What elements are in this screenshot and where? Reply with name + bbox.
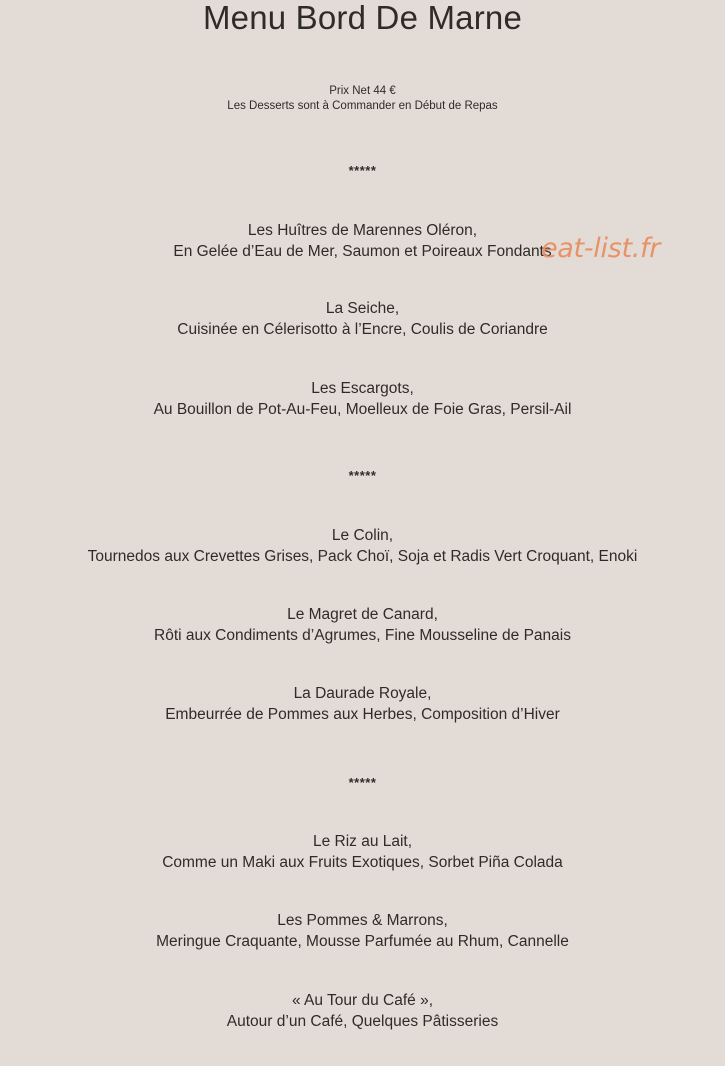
dish-item [0, 910, 725, 952]
dish-name: Les Escargots, [311, 380, 414, 397]
dish-description: Cuisinée en Célerisotto à l’Encre, Coulis de Coriandre [177, 321, 548, 338]
dish-name: Le Colin, [331, 527, 394, 544]
dish-description: Rôti aux Condiments d’Agrumes, Fine Mousseline de Panais [154, 627, 571, 644]
watermark-logo: eat-list.fr [541, 233, 661, 264]
dish-item [0, 604, 725, 646]
dish-item [0, 683, 725, 725]
separator: ***** [348, 163, 377, 178]
dish-name: « Au Tour du Café », [291, 992, 434, 1009]
dish-description: En Gelée d’Eau de Mer, Saumon et Poireaux Fondants [173, 243, 552, 260]
dish-name: Le Riz au Lait, [312, 833, 413, 850]
dish-description: Embeurrée de Pommes aux Herbes, Composition d’Hiver [165, 706, 560, 723]
separator: ***** [348, 468, 377, 483]
dish-name: Le Magret de Canard, [287, 606, 438, 623]
menu-title: Menu Bord De Marne [202, 0, 523, 36]
dish-description: Au Bouillon de Pot-Au-Feu, Moelleux de Foie Gras, Persil-Ail [153, 401, 572, 418]
dish-description: Comme un Maki aux Fruits Exotiques, Sorbet Piña Colada [162, 854, 563, 871]
dish-description: Autour d’un Café, Quelques Pâtisseries [226, 1013, 499, 1030]
dish-name: La Seiche, [325, 300, 400, 317]
dessert-note: Les Desserts sont à Commander en Début de Repas [227, 100, 498, 112]
dish-name: Les Huîtres de Marennes Oléron, [247, 222, 478, 239]
dish-description: Tournedos aux Crevettes Grises, Pack Choï, Soja et Radis Vert Croquant, Enoki [87, 548, 638, 565]
dish-item [0, 525, 725, 567]
dish-name: La Daurade Royale, [293, 685, 432, 702]
dish-description: Meringue Craquante, Mousse Parfumée au Rhum, Cannelle [156, 933, 569, 950]
price-text: Prix Net 44 € [329, 85, 396, 97]
dish-name: Les Pommes & Marrons, [277, 912, 448, 929]
dish-item [0, 298, 725, 340]
separator: ***** [348, 775, 377, 790]
dish-item [0, 378, 725, 420]
dish-item [0, 990, 725, 1032]
dish-item [0, 831, 725, 873]
